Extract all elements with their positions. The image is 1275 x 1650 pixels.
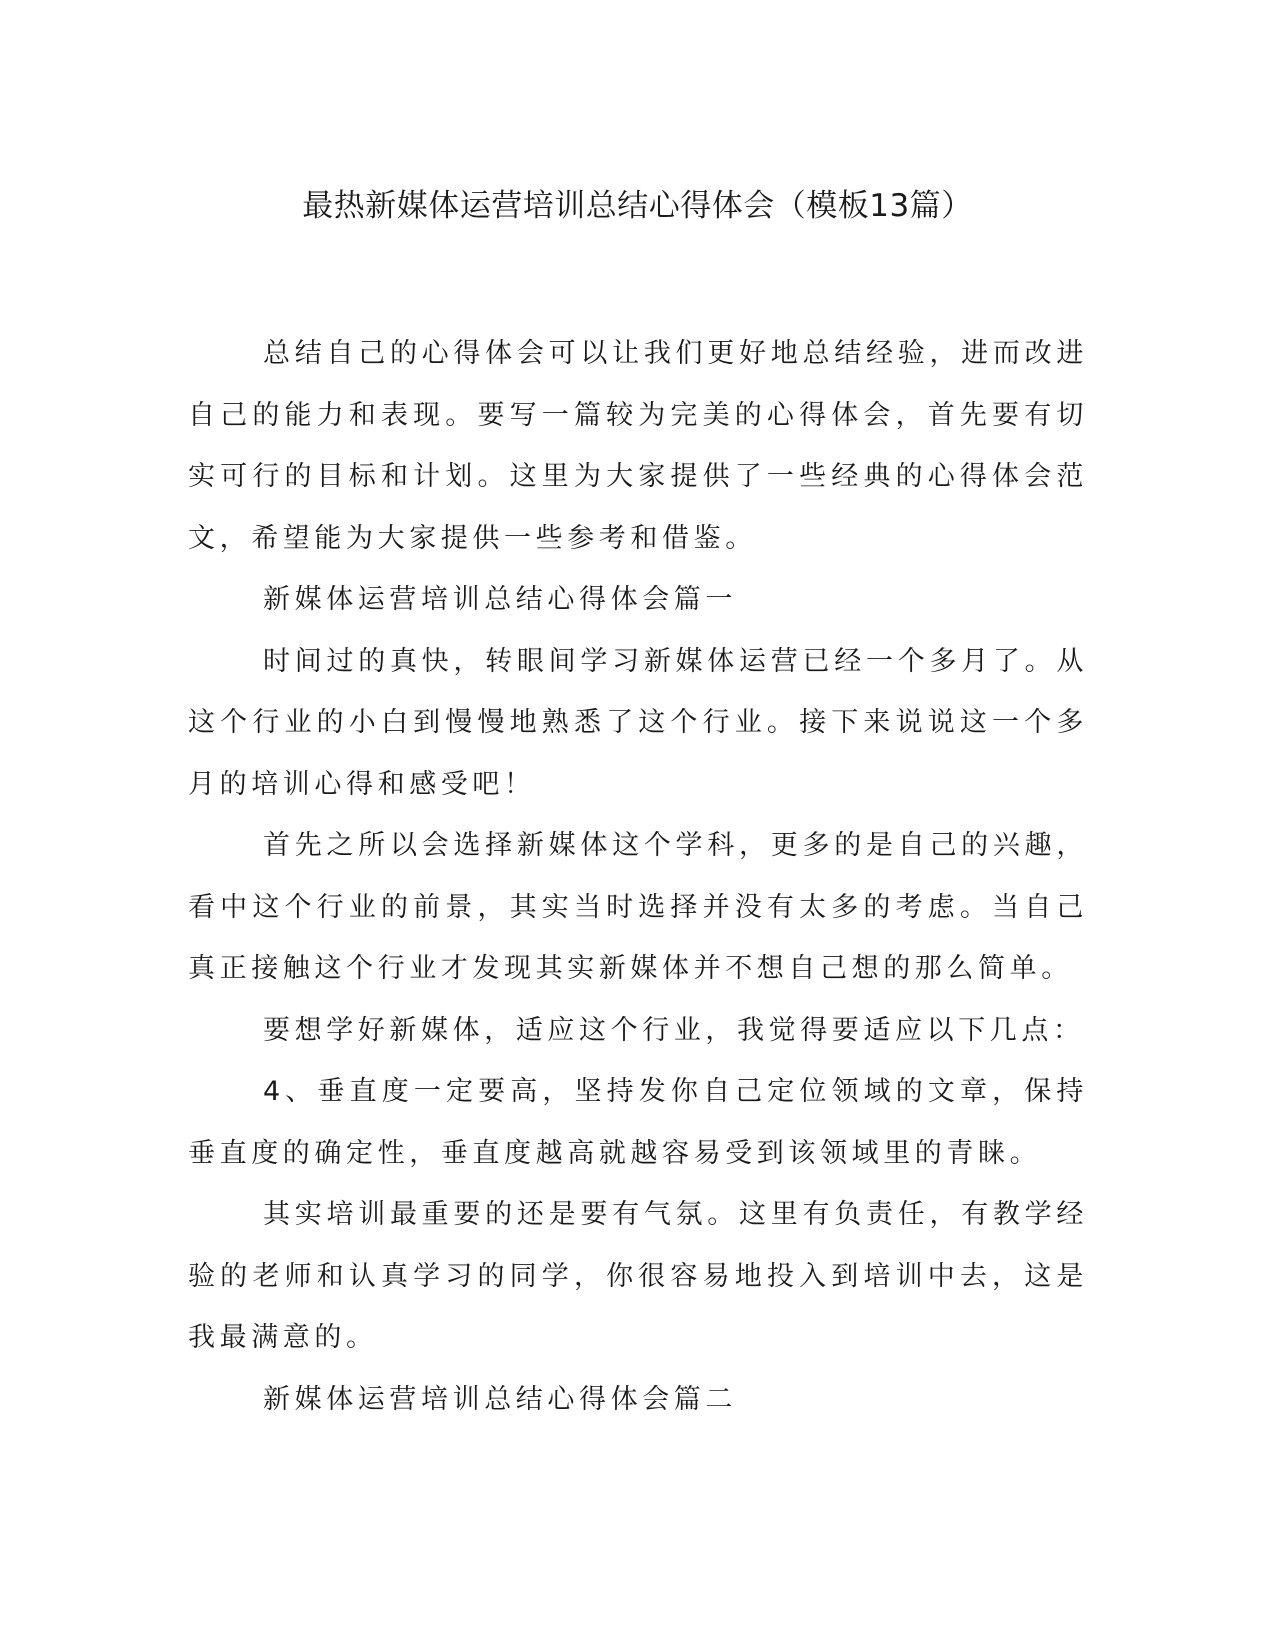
body-paragraph: 首先之所以会选择新媒体这个学科，更多的是自己的兴趣，看中这个行业的前景，其实当时选择并没有太多的考虑。当自己真正接触这个行业才发现其实新媒体并不想自己想的那么简单。 bbox=[188, 830, 1088, 984]
document-title: 最热新媒体运营培训总结心得体会（模板13篇） bbox=[302, 188, 973, 224]
document-body bbox=[188, 323, 1088, 1430]
section-heading-1: 新媒体运营培训总结心得体会篇一 bbox=[263, 584, 737, 615]
body-paragraph: 时间过的真快，转眼间学习新媒体运营已经一个多月了。从这个行业的小白到慢慢地熟悉了这个行业。接下来说说这一个多月的培训心得和感受吧！ bbox=[188, 645, 1088, 800]
body-paragraph: 要想学好新媒体，适应这个行业，我觉得要适应以下几点： bbox=[263, 1014, 1085, 1046]
body-paragraph: 4、垂直度一定要高，坚持发你自己定位领域的文章，保持垂直度的确定性，垂直度越高就越容易受到该领域里的青睐。 bbox=[188, 1076, 1088, 1169]
section-heading-2: 新媒体运营培训总结心得体会篇二 bbox=[263, 1383, 737, 1415]
body-paragraph: 其实培训最重要的还是要有气氛。这里有负责任，有教学经验的老师和认真学习的同学，你很容易地投入到培训中去，这是我最满意的。 bbox=[188, 1199, 1088, 1353]
intro-paragraph: 总结自己的心得体会可以让我们更好地总结经验，进而改进自己的能力和表现。要写一篇较为完美的心得体会，首先要有切实可行的目标和计划。这里为大家提供了一些经典的心得体会范文，希望能为大家提供一些参考和借鉴。 bbox=[188, 338, 1088, 554]
